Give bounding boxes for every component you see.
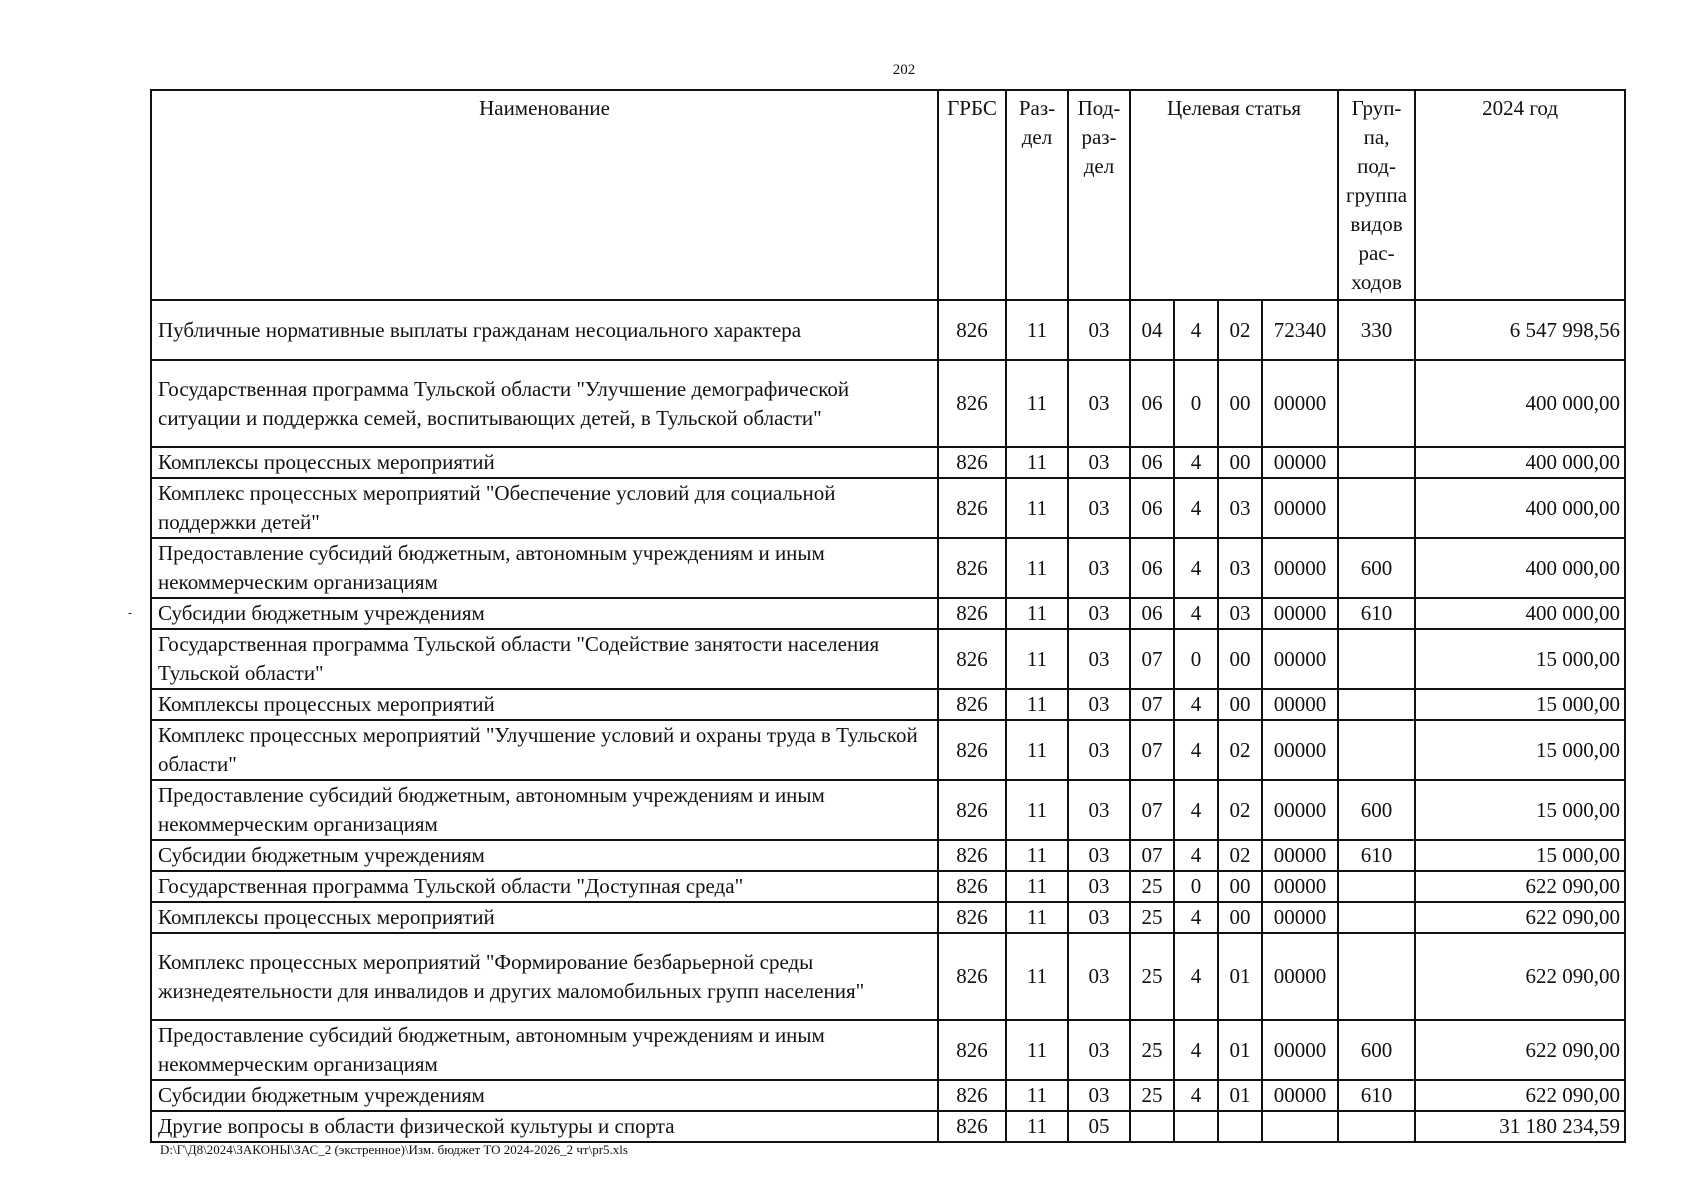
razdel-cell: 11: [1006, 840, 1068, 871]
podrazdel-cell: 03: [1068, 720, 1130, 780]
target-program-cell: 07: [1130, 840, 1174, 871]
target-program-cell: 07: [1130, 720, 1174, 780]
grbs-cell: 826: [938, 598, 1006, 629]
name-cell: Субсидии бюджетным учреждениям: [151, 840, 938, 871]
target-type-cell: 4: [1174, 780, 1218, 840]
target-program-cell: 25: [1130, 1080, 1174, 1111]
grbs-cell: 826: [938, 902, 1006, 933]
amount-cell: 15 000,00: [1415, 780, 1625, 840]
target-direction-cell: 00000: [1262, 598, 1338, 629]
expense-group-cell: 600: [1338, 780, 1415, 840]
grbs-cell: 826: [938, 1080, 1006, 1111]
expense-group-cell: 600: [1338, 538, 1415, 598]
grbs-cell: 826: [938, 629, 1006, 689]
amount-cell: 400 000,00: [1415, 447, 1625, 478]
target-subprogram-cell: 00: [1218, 871, 1262, 902]
name-cell: Комплексы процессных мероприятий: [151, 689, 938, 720]
target-program-cell: 25: [1130, 1020, 1174, 1080]
amount-cell: 622 090,00: [1415, 1020, 1625, 1080]
name-cell: Другие вопросы в области физической культуры и спорта: [151, 1111, 938, 1142]
header-razdel: Раз- дел: [1006, 90, 1068, 300]
target-direction-cell: 00000: [1262, 902, 1338, 933]
target-subprogram-cell: 00: [1218, 447, 1262, 478]
expense-group-cell: 610: [1338, 1080, 1415, 1111]
target-program-cell: 04: [1130, 300, 1174, 360]
expense-group-cell: [1338, 1111, 1415, 1142]
podrazdel-cell: 03: [1068, 1020, 1130, 1080]
table-row: [151, 902, 1625, 933]
target-subprogram-cell: 02: [1218, 780, 1262, 840]
razdel-cell: 11: [1006, 1111, 1068, 1142]
target-type-cell: 4: [1174, 300, 1218, 360]
razdel-cell: 11: [1006, 360, 1068, 447]
target-subprogram-cell: 02: [1218, 300, 1262, 360]
table-row: [151, 538, 1625, 598]
target-subprogram-cell: 01: [1218, 1020, 1262, 1080]
name-cell: Государственная программа Тульской области "Содействие занятости населения Тульской области": [151, 629, 938, 689]
amount-cell: 400 000,00: [1415, 478, 1625, 538]
target-program-cell: 06: [1130, 360, 1174, 447]
target-program-cell: 06: [1130, 478, 1174, 538]
grbs-cell: 826: [938, 933, 1006, 1020]
target-type-cell: [1174, 1111, 1218, 1142]
target-type-cell: 0: [1174, 360, 1218, 447]
target-program-cell: 07: [1130, 689, 1174, 720]
amount-cell: 400 000,00: [1415, 538, 1625, 598]
razdel-cell: 11: [1006, 478, 1068, 538]
target-program-cell: [1130, 1111, 1174, 1142]
podrazdel-cell: 03: [1068, 629, 1130, 689]
amount-cell: 15 000,00: [1415, 689, 1625, 720]
name-cell: Комплексы процессных мероприятий: [151, 902, 938, 933]
target-direction-cell: 00000: [1262, 780, 1338, 840]
grbs-cell: 826: [938, 300, 1006, 360]
target-type-cell: 4: [1174, 689, 1218, 720]
razdel-cell: 11: [1006, 1020, 1068, 1080]
target-direction-cell: 00000: [1262, 689, 1338, 720]
grbs-cell: 826: [938, 1111, 1006, 1142]
target-subprogram-cell: 00: [1218, 360, 1262, 447]
header-year-2024: 2024 год: [1415, 90, 1625, 300]
budget-table: [150, 89, 1626, 1143]
razdel-cell: 11: [1006, 689, 1068, 720]
target-direction-cell: 00000: [1262, 538, 1338, 598]
expense-group-cell: [1338, 447, 1415, 478]
target-type-cell: 4: [1174, 447, 1218, 478]
table-row: [151, 447, 1625, 478]
podrazdel-cell: 03: [1068, 447, 1130, 478]
table-row: [151, 871, 1625, 902]
target-program-cell: 06: [1130, 598, 1174, 629]
target-direction-cell: 00000: [1262, 1020, 1338, 1080]
header-expense-group: Груп- па, под- группа видов рас- ходов: [1338, 90, 1415, 300]
header-podrazdel: Под- раз- дел: [1068, 90, 1130, 300]
razdel-cell: 11: [1006, 902, 1068, 933]
expense-group-cell: [1338, 933, 1415, 1020]
target-program-cell: 07: [1130, 629, 1174, 689]
expense-group-cell: [1338, 902, 1415, 933]
expense-group-cell: 600: [1338, 1020, 1415, 1080]
grbs-cell: 826: [938, 780, 1006, 840]
target-direction-cell: 00000: [1262, 360, 1338, 447]
target-subprogram-cell: 02: [1218, 840, 1262, 871]
podrazdel-cell: 03: [1068, 538, 1130, 598]
target-type-cell: 4: [1174, 538, 1218, 598]
table-row: [151, 840, 1625, 871]
target-subprogram-cell: 03: [1218, 538, 1262, 598]
razdel-cell: 11: [1006, 933, 1068, 1020]
table-row: [151, 720, 1625, 780]
name-cell: Комплекс процессных мероприятий "Обеспечение условий для социальной поддержки детей": [151, 478, 938, 538]
grbs-cell: 826: [938, 478, 1006, 538]
name-cell: Предоставление субсидий бюджетным, автономным учреждениям и иным некоммерческим организациям: [151, 780, 938, 840]
podrazdel-cell: 03: [1068, 902, 1130, 933]
grbs-cell: 826: [938, 1020, 1006, 1080]
target-program-cell: 25: [1130, 871, 1174, 902]
target-type-cell: 4: [1174, 902, 1218, 933]
target-subprogram-cell: 03: [1218, 478, 1262, 538]
razdel-cell: 11: [1006, 871, 1068, 902]
target-direction-cell: 00000: [1262, 933, 1338, 1020]
target-direction-cell: 00000: [1262, 478, 1338, 538]
expense-group-cell: [1338, 360, 1415, 447]
podrazdel-cell: 03: [1068, 871, 1130, 902]
razdel-cell: 11: [1006, 629, 1068, 689]
amount-cell: 6 547 998,56: [1415, 300, 1625, 360]
target-program-cell: 07: [1130, 780, 1174, 840]
podrazdel-cell: 03: [1068, 933, 1130, 1020]
page-number: 202: [892, 62, 916, 78]
expense-group-cell: [1338, 629, 1415, 689]
target-direction-cell: 00000: [1262, 629, 1338, 689]
table-row: [151, 1020, 1625, 1080]
grbs-cell: 826: [938, 538, 1006, 598]
podrazdel-cell: 03: [1068, 689, 1130, 720]
target-type-cell: 4: [1174, 720, 1218, 780]
razdel-cell: 11: [1006, 598, 1068, 629]
table-row: [151, 689, 1625, 720]
footer-file-path: D:\Г\Д8\2024\ЗАКОНЫ\ЗАС_2 (экстренное)\Изм. бюджет ТО 2024-2026_2 чт\pr5.xls: [160, 1142, 628, 1157]
grbs-cell: 826: [938, 871, 1006, 902]
table-row: [151, 300, 1625, 360]
table-row: [151, 629, 1625, 689]
podrazdel-cell: 05: [1068, 1111, 1130, 1142]
table-body: [151, 300, 1625, 1142]
expense-group-cell: 330: [1338, 300, 1415, 360]
target-type-cell: 4: [1174, 840, 1218, 871]
target-type-cell: 4: [1174, 933, 1218, 1020]
target-subprogram-cell: 00: [1218, 629, 1262, 689]
podrazdel-cell: 03: [1068, 780, 1130, 840]
podrazdel-cell: 03: [1068, 598, 1130, 629]
target-direction-cell: 00000: [1262, 840, 1338, 871]
target-program-cell: 06: [1130, 538, 1174, 598]
expense-group-cell: [1338, 720, 1415, 780]
target-subprogram-cell: 02: [1218, 720, 1262, 780]
header-grbs: ГРБС: [938, 90, 1006, 300]
podrazdel-cell: 03: [1068, 840, 1130, 871]
amount-cell: 31 180 234,59: [1415, 1111, 1625, 1142]
header-name: Наименование: [151, 90, 938, 300]
table-row: [151, 933, 1625, 1020]
grbs-cell: 826: [938, 360, 1006, 447]
name-cell: Субсидии бюджетным учреждениям: [151, 598, 938, 629]
target-program-cell: 25: [1130, 933, 1174, 1020]
target-direction-cell: [1262, 1111, 1338, 1142]
amount-cell: 622 090,00: [1415, 933, 1625, 1020]
table-row: [151, 360, 1625, 447]
podrazdel-cell: 03: [1068, 300, 1130, 360]
target-type-cell: 0: [1174, 871, 1218, 902]
grbs-cell: 826: [938, 840, 1006, 871]
target-type-cell: 4: [1174, 478, 1218, 538]
grbs-cell: 826: [938, 720, 1006, 780]
expense-group-cell: 610: [1338, 840, 1415, 871]
target-subprogram-cell: 00: [1218, 689, 1262, 720]
target-subprogram-cell: 01: [1218, 933, 1262, 1020]
name-cell: Субсидии бюджетным учреждениям: [151, 1080, 938, 1111]
razdel-cell: 11: [1006, 300, 1068, 360]
header-target-article: Целевая статья: [1130, 90, 1338, 300]
razdel-cell: 11: [1006, 538, 1068, 598]
target-direction-cell: 00000: [1262, 1080, 1338, 1111]
amount-cell: 15 000,00: [1415, 840, 1625, 871]
podrazdel-cell: 03: [1068, 360, 1130, 447]
name-cell: Государственная программа Тульской области "Улучшение демографической ситуации и поддержка семей, воспитывающих детей, в Тульской области": [151, 360, 938, 447]
table-row: [151, 780, 1625, 840]
razdel-cell: 11: [1006, 1080, 1068, 1111]
expense-group-cell: 610: [1338, 598, 1415, 629]
target-direction-cell: 00000: [1262, 871, 1338, 902]
expense-group-cell: [1338, 871, 1415, 902]
expense-group-cell: [1338, 689, 1415, 720]
target-type-cell: 4: [1174, 1020, 1218, 1080]
target-program-cell: 06: [1130, 447, 1174, 478]
amount-cell: 622 090,00: [1415, 1080, 1625, 1111]
table-row: [151, 1111, 1625, 1142]
razdel-cell: 11: [1006, 447, 1068, 478]
target-program-cell: 25: [1130, 902, 1174, 933]
target-direction-cell: 72340: [1262, 300, 1338, 360]
amount-cell: 400 000,00: [1415, 598, 1625, 629]
grbs-cell: 826: [938, 447, 1006, 478]
table-row: [151, 1080, 1625, 1111]
target-subprogram-cell: [1218, 1111, 1262, 1142]
name-cell: Комплекс процессных мероприятий "Улучшение условий и охраны труда в Тульской области": [151, 720, 938, 780]
amount-cell: 622 090,00: [1415, 902, 1625, 933]
podrazdel-cell: 03: [1068, 478, 1130, 538]
name-cell: Предоставление субсидий бюджетным, автономным учреждениям и иным некоммерческим организациям: [151, 1020, 938, 1080]
amount-cell: 400 000,00: [1415, 360, 1625, 447]
podrazdel-cell: 03: [1068, 1080, 1130, 1111]
razdel-cell: 11: [1006, 780, 1068, 840]
amount-cell: 15 000,00: [1415, 629, 1625, 689]
table-row: [151, 598, 1625, 629]
target-subprogram-cell: 03: [1218, 598, 1262, 629]
amount-cell: 622 090,00: [1415, 871, 1625, 902]
target-direction-cell: 00000: [1262, 720, 1338, 780]
table-row: [151, 478, 1625, 538]
name-cell: Государственная программа Тульской области "Доступная среда": [151, 871, 938, 902]
razdel-cell: 11: [1006, 720, 1068, 780]
name-cell: Публичные нормативные выплаты гражданам несоциального характера: [151, 300, 938, 360]
expense-group-cell: [1338, 478, 1415, 538]
name-cell: Предоставление субсидий бюджетным, автономным учреждениям и иным некоммерческим организациям: [151, 538, 938, 598]
target-type-cell: 0: [1174, 629, 1218, 689]
amount-cell: 15 000,00: [1415, 720, 1625, 780]
margin-mark: -: [128, 606, 133, 620]
target-direction-cell: 00000: [1262, 447, 1338, 478]
name-cell: Комплекс процессных мероприятий "Формирование безбарьерной среды жизнедеятельности для инвалидов и других маломобильных групп населения": [151, 933, 938, 1020]
table-header-row: [151, 90, 1625, 300]
target-subprogram-cell: 00: [1218, 902, 1262, 933]
target-subprogram-cell: 01: [1218, 1080, 1262, 1111]
target-type-cell: 4: [1174, 598, 1218, 629]
grbs-cell: 826: [938, 689, 1006, 720]
name-cell: Комплексы процессных мероприятий: [151, 447, 938, 478]
target-type-cell: 4: [1174, 1080, 1218, 1111]
